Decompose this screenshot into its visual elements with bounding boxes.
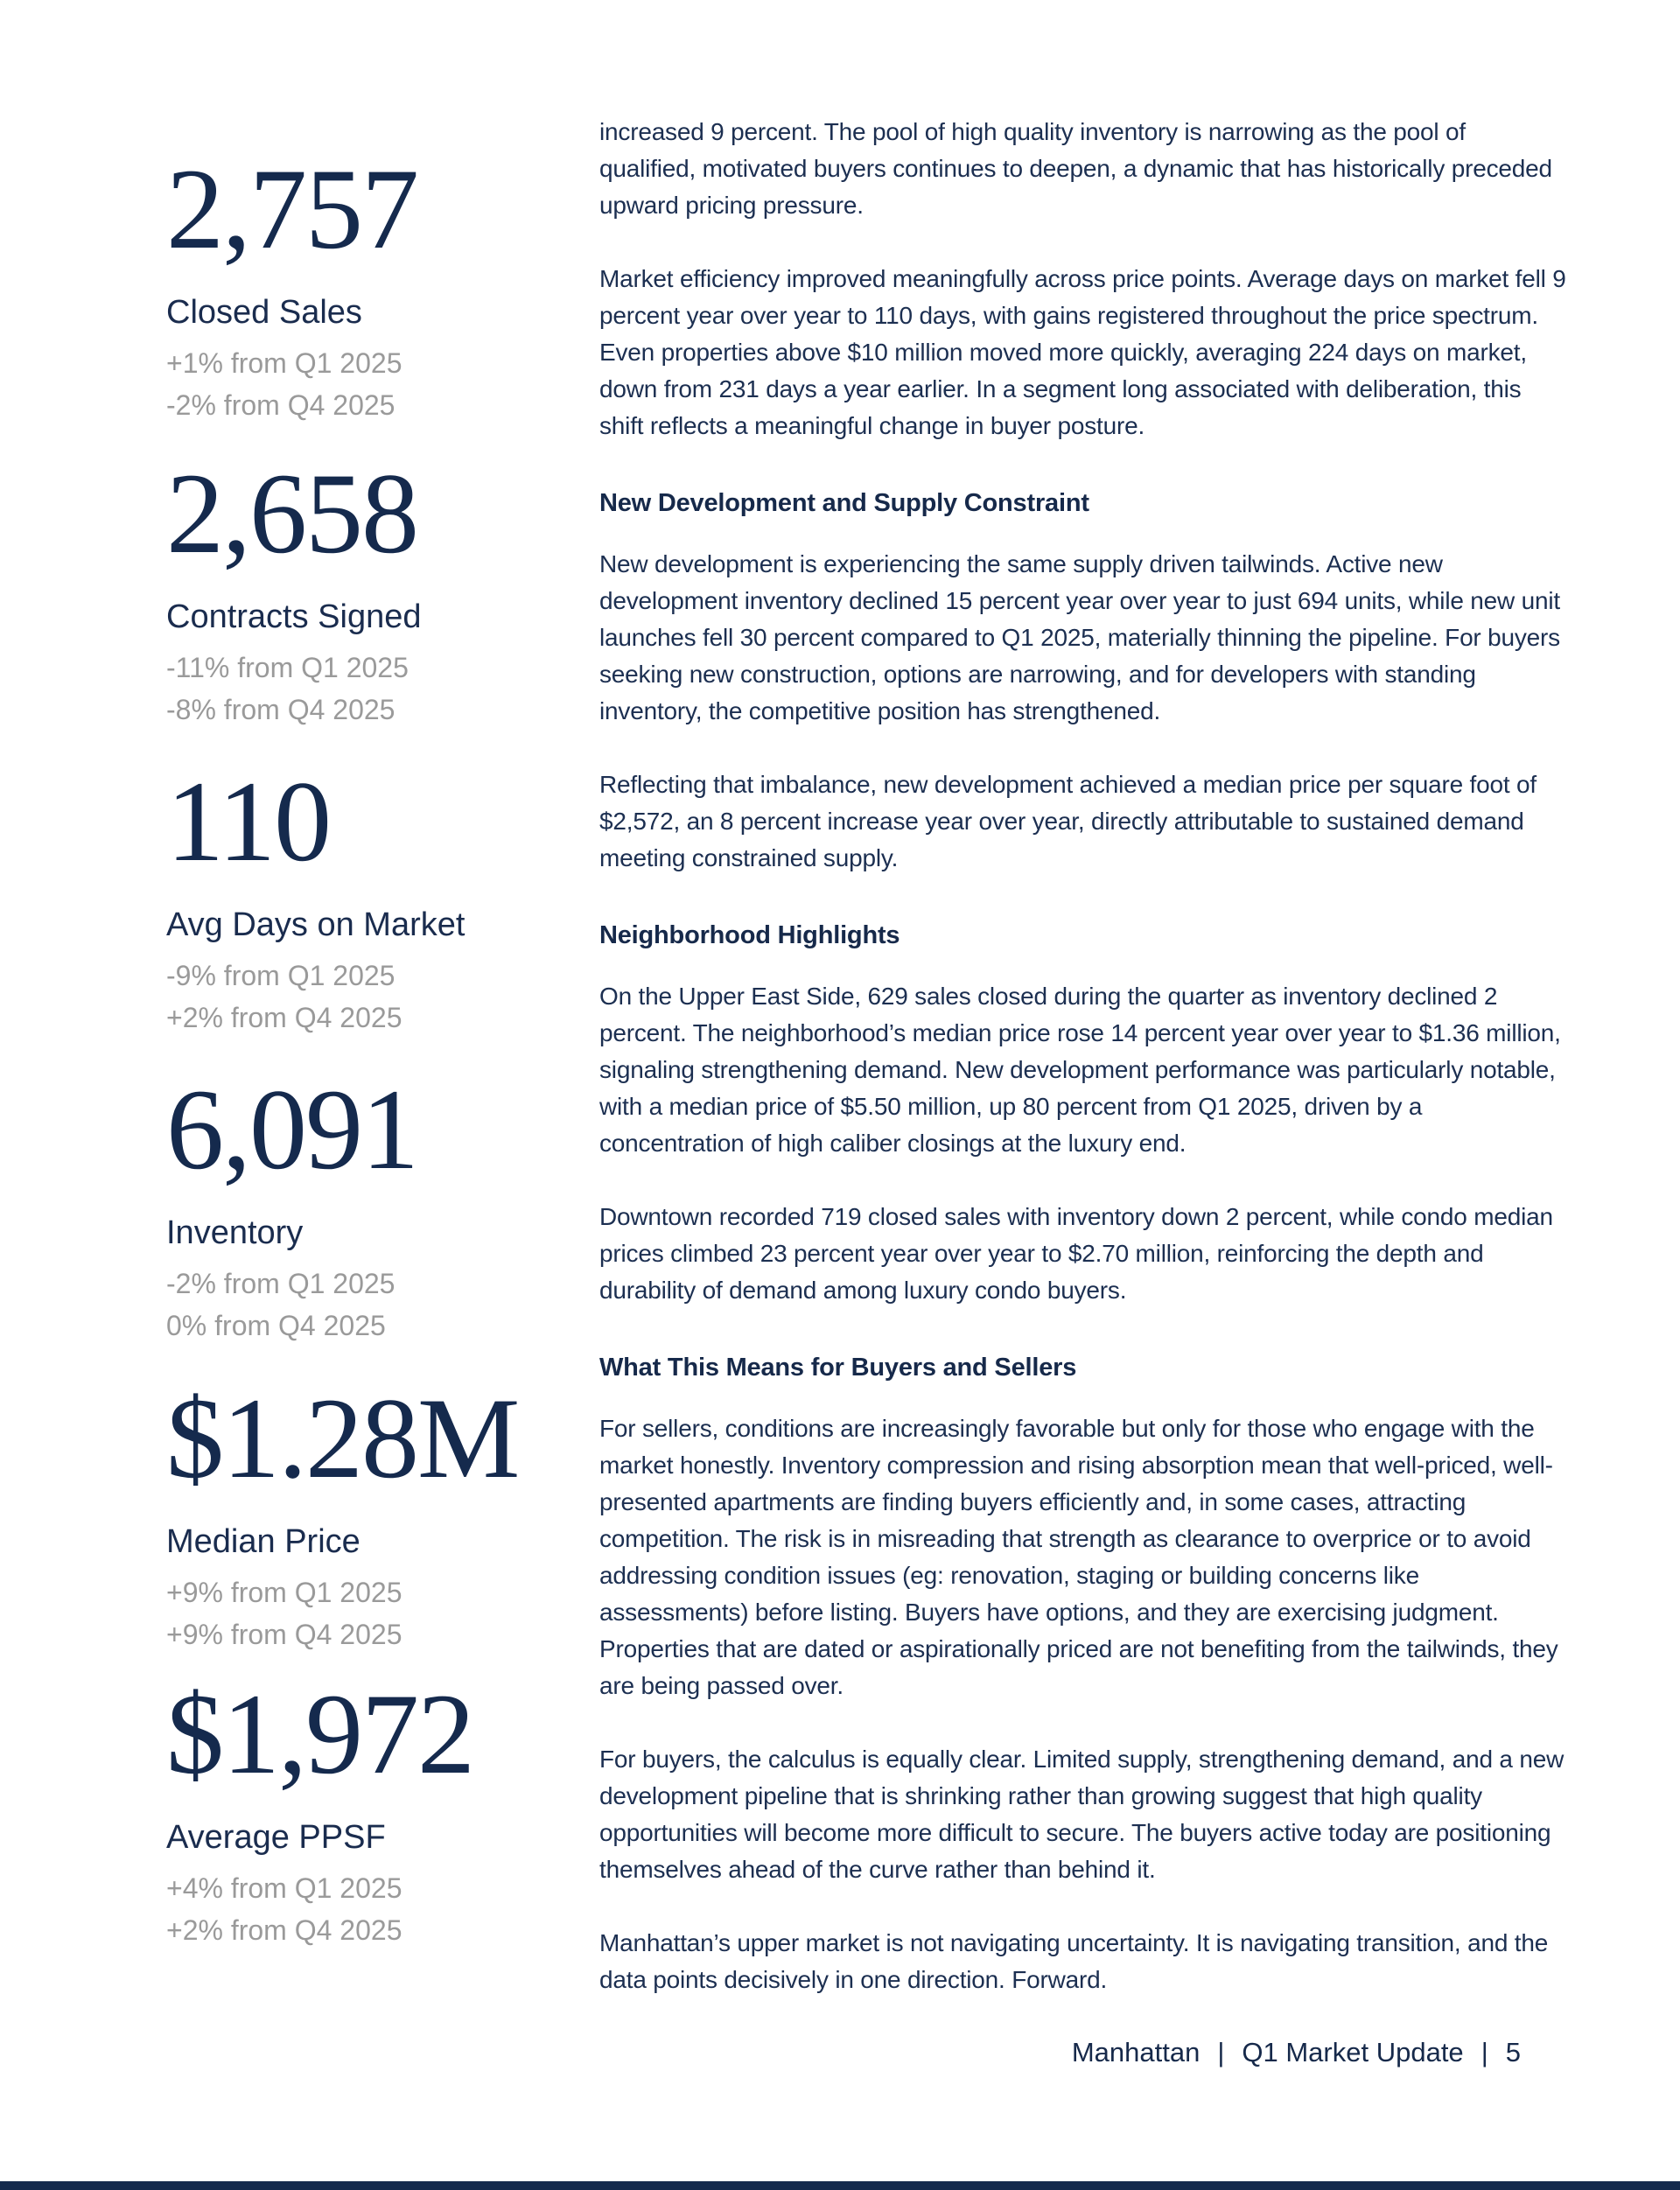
stat-label: Contracts Signed [166,598,422,635]
paragraph: On the Upper East Side, 629 sales closed during the quarter as inventory declined 2 percent. The neighborhood’s median price rose 14 percent year over year to $1.36 million, signaling strengthening demand. New development performance was particularly notable, with a median price of $5.50 million, up 80 percent from Q1 2025, driven by a concentration of high caliber closings at the luxury end. [599,983,1561,1157]
stat-change-q4: -8% from Q4 2025 [166,694,396,725]
stat-value: $1,972 [166,1669,473,1798]
stats-column [166,0,578,2190]
stat-closed-sales [166,144,417,426]
section-heading-buyers-and-sellers: What This Means for Buyers and Sellers [599,1354,1077,1382]
stat-change-q1: +4% from Q1 2025 [166,1872,402,1904]
stat-changes [166,647,422,731]
footer-separator: | [1480,2037,1488,2068]
stat-change-q4: +2% from Q4 2025 [166,1002,402,1033]
stat-change-q4: +9% from Q4 2025 [166,1619,402,1650]
stat-median-price [166,1374,519,1655]
paragraph: increased 9 percent. The pool of high quality inventory is narrowing as the pool of qualified, motivated buyers continues to deepen, a dynamic that has historically preceded upward pricing pressure. [599,118,1552,219]
footer-location: Manhattan [1071,2037,1200,2068]
bottom-accent-bar [0,2181,1680,2190]
footer-page-number: 5 [1505,2037,1521,2068]
stat-label: Inventory [166,1214,304,1251]
stat-avg-days-on-market [166,757,466,1039]
stat-changes [166,1867,473,1951]
stat-label: Avg Days on Market [166,906,466,943]
paragraph: For buyers, the calculus is equally clear. Limited supply, strengthening demand, and a new development pipeline that is shrinking rather than growing suggest that high quality opportunities will become more difficult to secure. The buyers active today are positioning themselves ahead of the curve rather than behind it. [599,1746,1564,1883]
stat-changes [166,1571,518,1655]
article-column [599,0,1566,2035]
stat-changes [166,1263,417,1347]
stat-average-ppsf [166,1669,473,1951]
paragraph: Market efficiency improved meaningfully across price points. Average days on market fell 9 percent year over year to 110 days, with gains registered throughout the price spectrum. Even properties above $10 million moved more quickly, averaging 224 days on market, down from 231 days a year earlier. In a segment long associated with deliberation, this shift reflects a meaningful change in buyer posture. [599,265,1566,439]
stat-value: $1.28M [166,1374,519,1502]
footer-report-title: Q1 Market Update [1242,2037,1464,2068]
stat-changes [166,955,465,1039]
stat-change-q1: -2% from Q1 2025 [166,1268,396,1299]
stat-change-q1: -11% from Q1 2025 [166,652,409,683]
stat-value: 6,091 [166,1065,417,1193]
section-heading-neighborhood-highlights: Neighborhood Highlights [599,921,900,949]
stat-change-q4: 0% from Q4 2025 [166,1310,386,1341]
stat-inventory [166,1065,417,1347]
paragraph: Manhattan’s upper market is not navigating uncertainty. It is navigating transition, and the data points decisively in one direction. Forward. [599,1929,1549,1993]
stat-label: Average PPSF [166,1819,386,1856]
stat-value: 2,658 [166,449,417,577]
stat-change-q4: -2% from Q4 2025 [166,389,396,421]
stat-change-q1: +1% from Q1 2025 [166,347,402,379]
paragraph: New development is experiencing the same supply driven tailwinds. Active new development inventory declined 15 percent year over year to just 694 units, while new unit launches fell 30 percent compared to Q1 2025, materially thinning the pipeline. For buyers seeking new construction, options are narrowing, and for developers with standing inventory, the competitive position has strengthened. [599,550,1560,724]
stat-change-q1: -9% from Q1 2025 [166,960,396,991]
paragraph: Reflecting that imbalance, new development achieved a median price per square foot of $2,572, an 8 percent increase year over year, directly attributable to sustained demand meeting constrained supply. [599,771,1536,871]
stat-change-q4: +2% from Q4 2025 [166,1914,402,1946]
stat-value: 110 [166,757,331,885]
page-footer [599,2034,1566,2071]
paragraph: Downtown recorded 719 closed sales with inventory down 2 percent, while condo median prices climbed 23 percent year over year to $2.70 million, reinforcing the depth and durability of demand among luxury condo buyers. [599,1203,1553,1304]
stat-label: Closed Sales [166,294,362,331]
section-heading-new-development: New Development and Supply Constraint [599,489,1089,517]
stat-changes [166,342,417,426]
paragraph: For sellers, conditions are increasingly favorable but only for those who engage with the market honestly. Inventory compression and rising absorption mean that well-priced, well-presented apartments are finding buyers efficiently and, in some cases, attracting competition. The risk is in misreading that strength as clearance to overprice or to avoid addressing condition issues (eg: renovation, staging or building concerns like assessments) before listing. Buyers have options, and they are exercising judgment. Properties that are dated or aspirationally priced are not benefiting from the tailwinds, they are being passed over. [599,1415,1558,1699]
stat-value: 2,757 [166,144,417,273]
stat-contracts-signed [166,449,422,731]
footer-separator: | [1217,2037,1225,2068]
stat-label: Median Price [166,1523,360,1560]
stat-change-q1: +9% from Q1 2025 [166,1577,402,1608]
